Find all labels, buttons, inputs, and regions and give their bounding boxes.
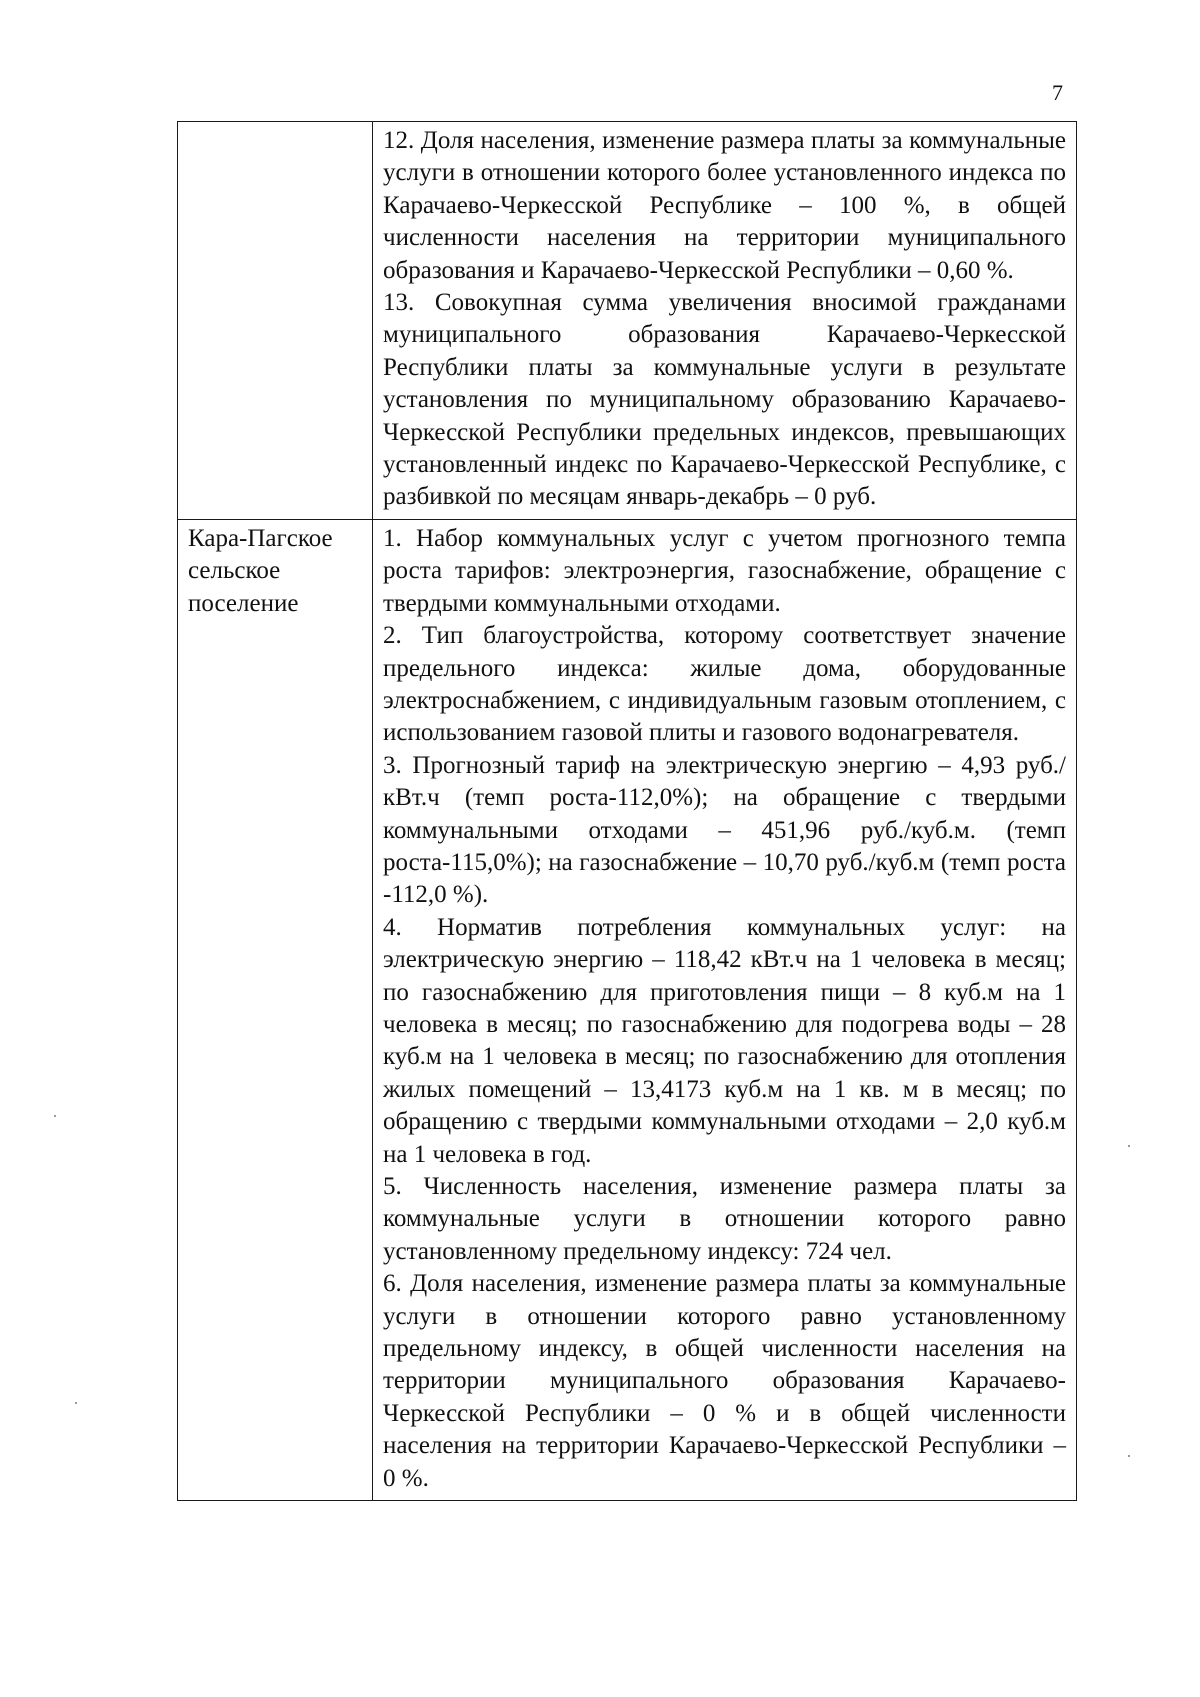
scan-speck [1128,1455,1130,1457]
indicator-item: 3. Прогнозный тариф на электрическую энергию – 4,93 руб./кВт.ч (темп роста-112,0%); на обращение с твердыми коммунальными отходами – 451,96 руб./куб.м. (темп роста-115,0%); на газоснабжение – 10,70 руб./куб.м (темп роста -112,0 %). [383,751,1066,909]
municipality-cell [178,122,373,520]
scan-speck [1128,1145,1130,1147]
indicators-cell [373,519,1077,1500]
municipality-name: Кара-Пагское сельское поселение [188,524,333,617]
scan-speck [54,1115,56,1117]
indicator-item: 5. Численность населения, изменение размера платы за коммунальные услуги в отношении которого равно установленному предельному индексу: 724 чел. [383,1173,1066,1265]
indices-table [177,121,1077,1501]
indicator-item: 1. Набор коммунальных услуг с учетом прогнозного темпа роста тарифов: электроэнергия, газоснабжение, обращение с твердыми коммунальными отходами. [383,524,1066,617]
table-row [178,122,1077,520]
indicators-cell [373,122,1077,520]
indicator-item: 4. Норматив потребления коммунальных услуг: на электрическую энергию – 118,42 кВт.ч на 1 человека в месяц; по газоснабжению для приготовления пищи – 8 куб.м на 1 человека в месяц; по газоснабжению для подогрева воды – 28 куб.м на 1 человека в месяц; по газоснабжению для отопления жилых помещений – 13,4173 куб.м на 1 кв. м в месяц; по обращению с твердыми коммунальными отходами – 2,0 куб.м на 1 человека в год. [383,913,1066,1168]
indicator-item: 6. Доля населения, изменение размера платы за коммунальные услуги в отношении которого равно установленному предельному индексу, в общей численности населения на территории муниципального образования Карачаево-Черкесской Республики – 0 % и в общей численности населения на территории Карачаево-Черкесской Республики – 0 %. [383,1270,1066,1492]
table-row [178,519,1077,1500]
indicator-item: 12. Доля населения, изменение размера платы за коммунальные услуги в отношении которого более установленного индекса по Карачаево-Черкесской Республике – 100 %, в общей численности населения на территории муниципального образования и Карачаево-Черкесской Республики – 0,60 %. [383,127,1066,284]
municipality-cell [178,519,373,1500]
indicator-item: 13. Совокупная сумма увеличения вносимой гражданами муниципального образования Карачаево-Черкесской Республики платы за коммунальные услуги в результате установления по муниципальному образованию Карачаево-Черкесской Республики предельных индексов, превышающих установленный индекс по Карачаево-Черкесской Республике, с разбивкой по месяцам январь-декабрь – 0 руб. [383,289,1066,511]
indicator-item: 2. Тип благоустройства, которому соответствует значение предельного индекса: жилые дома, оборудованные электроснабжением, с индивидуальным газовым отоплением, с использованием газовой плиты и газового водонагревателя. [383,622,1066,747]
scan-speck [75,1402,77,1404]
page-number: 7 [1052,80,1063,105]
